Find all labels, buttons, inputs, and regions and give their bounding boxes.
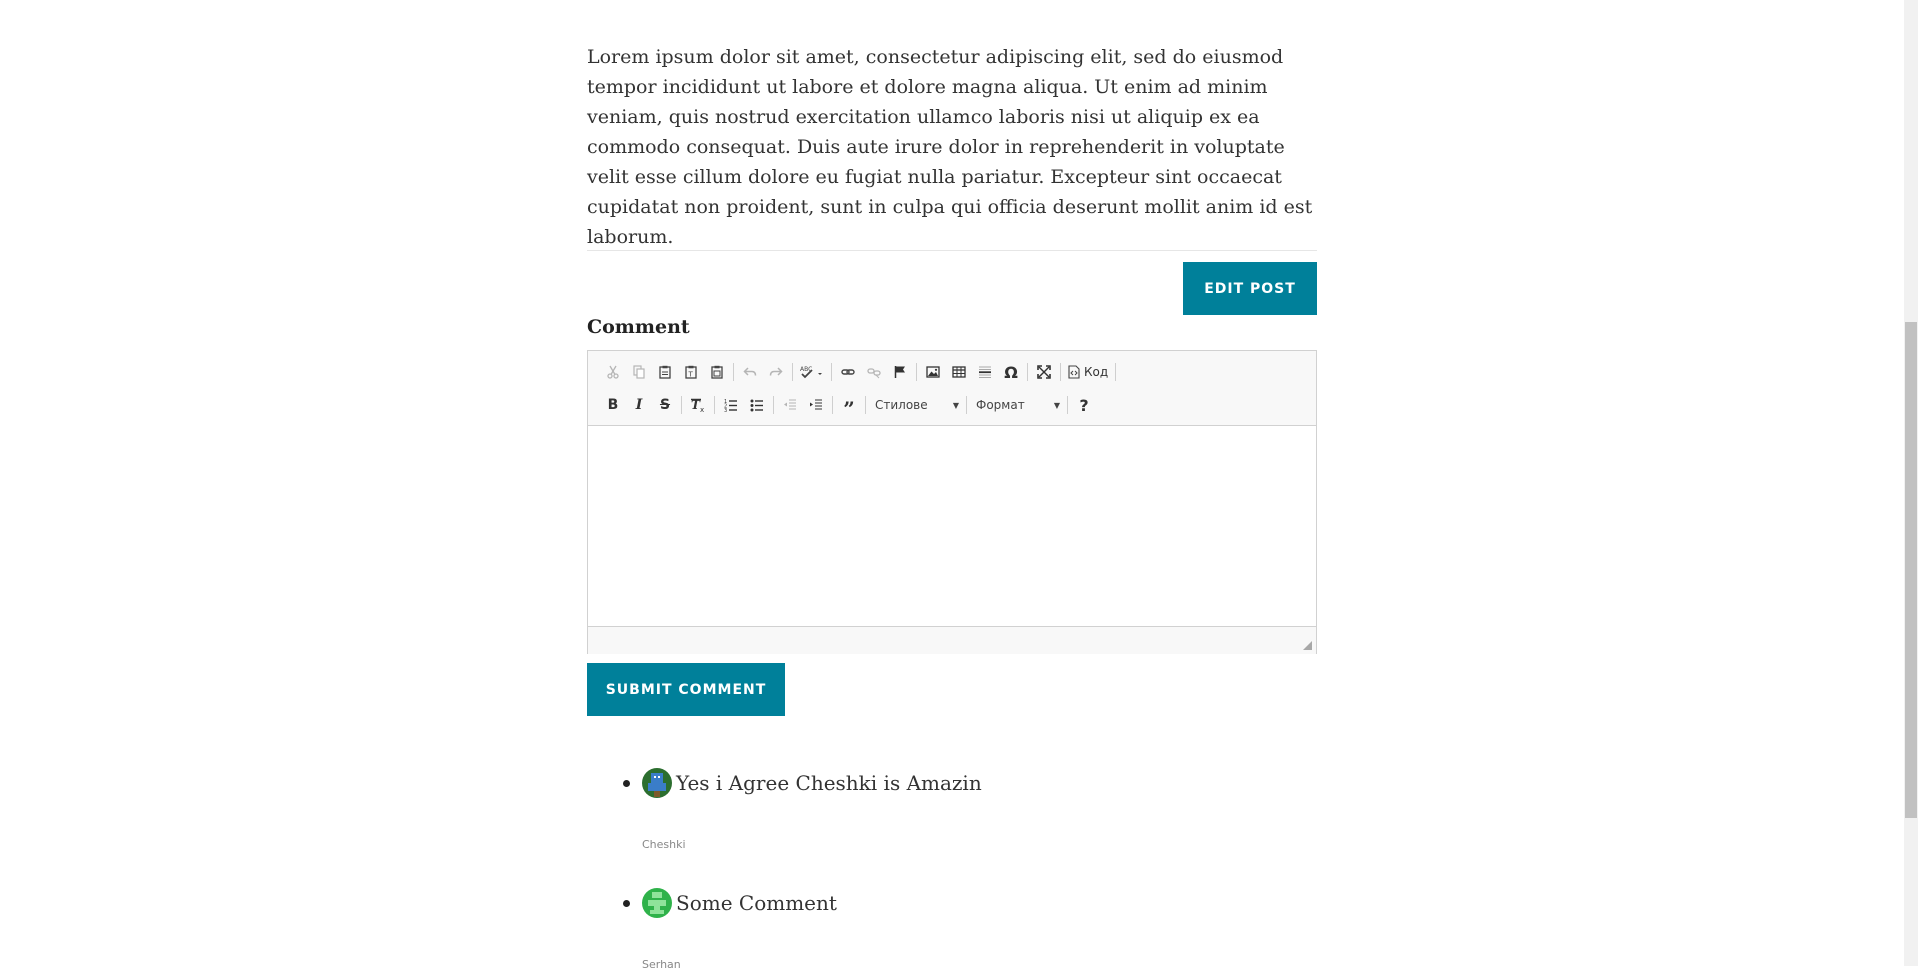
submit-comment-button[interactable]: SUBMIT COMMENT bbox=[587, 663, 785, 716]
svg-text:3: 3 bbox=[724, 408, 728, 412]
page-scrollbar[interactable] bbox=[1904, 0, 1918, 966]
copy-icon[interactable] bbox=[626, 360, 652, 384]
image-icon[interactable] bbox=[920, 360, 946, 384]
format-dropdown[interactable] bbox=[970, 394, 1064, 416]
spellcheck-icon[interactable] bbox=[796, 360, 828, 384]
toolbar-separator bbox=[1115, 363, 1116, 381]
cut-icon[interactable] bbox=[600, 360, 626, 384]
toolbar-separator bbox=[792, 363, 793, 381]
chevron-down-icon: ▼ bbox=[1053, 400, 1060, 410]
svg-text:1: 1 bbox=[724, 399, 728, 405]
link-icon[interactable] bbox=[835, 360, 861, 384]
source-icon bbox=[1068, 365, 1080, 379]
comment-row bbox=[642, 768, 982, 798]
format-label: Формат bbox=[976, 398, 1025, 412]
editor-status-bar bbox=[588, 626, 1316, 654]
toolbar-separator bbox=[681, 396, 682, 414]
help-icon[interactable]: ? bbox=[1079, 395, 1089, 415]
comment-label: Comment bbox=[587, 316, 690, 338]
indent-icon[interactable] bbox=[803, 393, 829, 417]
divider bbox=[587, 250, 1317, 251]
chevron-down-icon: ▼ bbox=[952, 400, 959, 410]
toolbar-separator bbox=[1027, 363, 1028, 381]
bulleted-list-icon[interactable] bbox=[744, 393, 770, 417]
toolbar-separator bbox=[714, 396, 715, 414]
post-body: Lorem ipsum dolor sit amet, consectetur adipiscing elit, sed do eiusmod tempor incididunt ut labore et dolore magna aliqua. Ut enim ad minim veniam, quis nostrud exercitation ullamco laboris nisi ut aliquip ex ea commodo consequat. Duis aute irure dolor in reprehenderit in voluptate velit esse cillum dolore eu fugiat nulla pariatur. Excepteur sint occaecat cupidatat non proident, sunt in culpa qui officia deserunt mollit anim id est laborum. bbox=[587, 46, 1313, 248]
toolbar-separator bbox=[733, 363, 734, 381]
paste-text-icon[interactable] bbox=[678, 360, 704, 384]
svg-text:T: T bbox=[688, 370, 693, 379]
special-char-icon[interactable]: Ω bbox=[1004, 362, 1018, 382]
paste-icon[interactable] bbox=[652, 360, 678, 384]
svg-text:2: 2 bbox=[724, 403, 728, 410]
toolbar-separator bbox=[831, 363, 832, 381]
source-label: Код bbox=[1084, 365, 1109, 379]
italic-icon[interactable]: I bbox=[635, 397, 643, 413]
redo-icon[interactable] bbox=[763, 360, 789, 384]
rich-text-editor bbox=[587, 350, 1317, 654]
toolbar-separator bbox=[832, 396, 833, 414]
comment-row bbox=[642, 888, 837, 918]
toolbar-separator bbox=[916, 363, 917, 381]
svg-text:ABC: ABC bbox=[800, 366, 813, 373]
anchor-icon[interactable] bbox=[887, 360, 913, 384]
avatar bbox=[642, 888, 672, 918]
toolbar-separator bbox=[1060, 363, 1061, 381]
editor-content-area[interactable] bbox=[588, 426, 1316, 626]
source-button[interactable] bbox=[1064, 360, 1112, 384]
svg-text:T: T bbox=[691, 398, 700, 412]
comment-author: Serhan bbox=[642, 958, 681, 971]
strike-icon[interactable]: S bbox=[659, 397, 671, 413]
bullet bbox=[623, 780, 630, 787]
toolbar-separator bbox=[1067, 396, 1068, 414]
undo-icon[interactable] bbox=[737, 360, 763, 384]
styles-dropdown[interactable] bbox=[869, 394, 963, 416]
comment-author: Cheshki bbox=[642, 838, 686, 851]
editor-toolbar bbox=[588, 351, 1316, 426]
scrollbar-thumb[interactable] bbox=[1905, 322, 1917, 818]
bullet bbox=[623, 900, 630, 907]
bold-icon[interactable]: B bbox=[607, 397, 619, 413]
remove-format-icon[interactable] bbox=[685, 393, 711, 417]
edit-post-button[interactable]: EDIT POST bbox=[1183, 262, 1317, 315]
numbered-list-icon[interactable] bbox=[718, 393, 744, 417]
maximize-icon[interactable] bbox=[1031, 360, 1057, 384]
table-icon[interactable] bbox=[946, 360, 972, 384]
svg-text:x: x bbox=[700, 406, 705, 412]
avatar bbox=[642, 768, 672, 798]
toolbar-row-2 bbox=[600, 392, 1097, 421]
unlink-icon[interactable] bbox=[861, 360, 887, 384]
toolbar-separator bbox=[966, 396, 967, 414]
resize-handle[interactable] bbox=[1303, 641, 1312, 650]
blockquote-icon[interactable]: ” bbox=[843, 397, 855, 421]
toolbar-separator bbox=[773, 396, 774, 414]
comment-text: Yes i Agree Cheshki is Amazin bbox=[676, 771, 982, 795]
outdent-icon[interactable] bbox=[777, 393, 803, 417]
paste-word-icon[interactable] bbox=[704, 360, 730, 384]
styles-label: Стилове bbox=[875, 398, 928, 412]
toolbar-separator bbox=[865, 396, 866, 414]
comment-text: Some Comment bbox=[676, 891, 837, 915]
toolbar-row-1 bbox=[600, 359, 1119, 385]
horizontal-rule-icon[interactable] bbox=[972, 360, 998, 384]
